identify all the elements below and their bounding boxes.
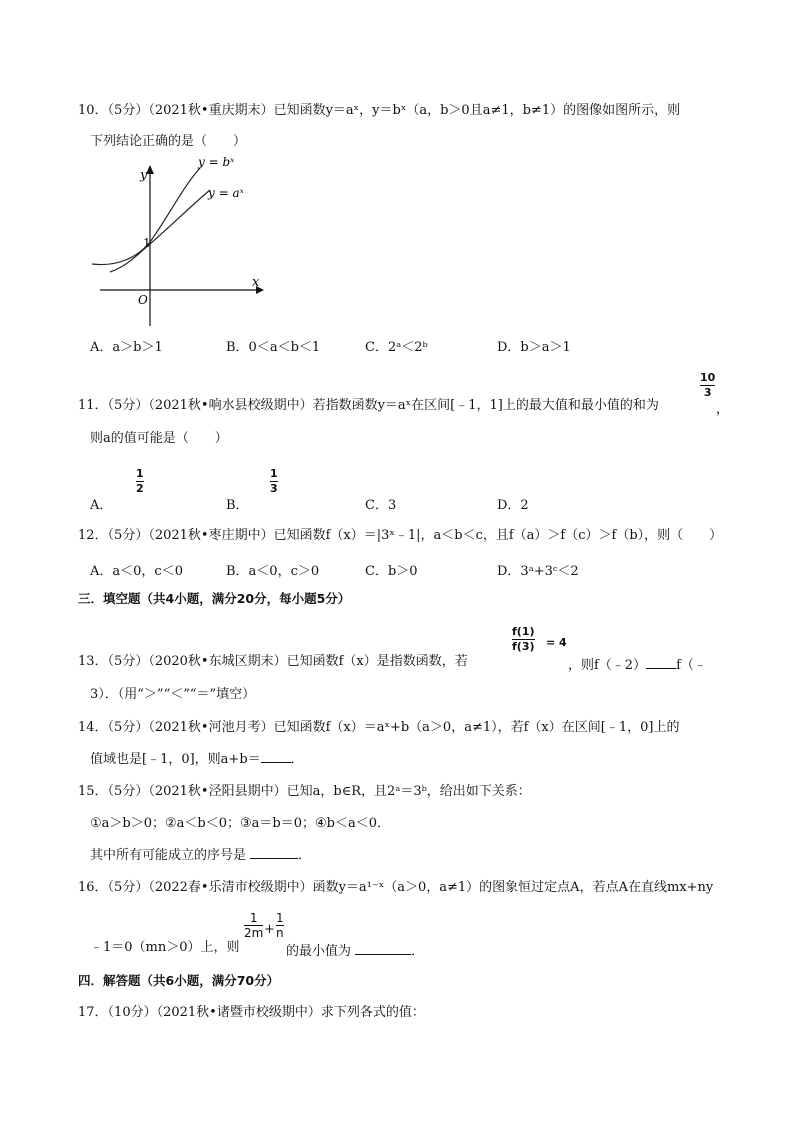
q10-option-d: D．b＞a＞1 [497, 340, 571, 355]
intercept-label: 1 [143, 236, 151, 250]
section-4-heading: 四．解答题（共6小题，满分70分） [78, 973, 280, 988]
q10-option-a: A．a＞b＞1 [90, 340, 163, 355]
q13-fraction: f(1) f(3) [512, 625, 535, 653]
q11-option-b-fraction: 1 3 [270, 467, 278, 495]
q10-option-b: B．0＜a＜b＜1 [226, 340, 321, 355]
axis-x-label: x [252, 275, 260, 290]
q12-option-d: D．3ᵃ+3ᶜ＜2 [497, 564, 579, 579]
axis-y-label: y [140, 168, 148, 183]
q14-answer-blank[interactable] [261, 762, 291, 763]
label-y-ax: y = aˣ [208, 186, 244, 200]
q16-stem-line2-start: ﹣1＝0（mn＞0）上，则 [90, 940, 240, 955]
q16-fraction-1-over-2m: 1 2m [244, 911, 264, 940]
q11-option-b: B． [226, 498, 249, 513]
q16-fraction-1-over-n: 1 n [276, 911, 284, 940]
q11-option-a: A． [90, 498, 113, 513]
q11-option-c: C．3 [365, 498, 397, 513]
q11-stem-line1: 11．（5分）（2021秋•响水县校级期中）若指数函数y＝aˣ在区间[﹣1，1]上的最大值和最小值的和为 [78, 398, 659, 413]
q12-option-b: B．a＜0，c＞0 [226, 564, 320, 579]
q12-option-c: C．b＞0 [365, 564, 418, 579]
q10-graph [88, 152, 268, 332]
q14-stem-line1: 14．（5分）（2021秋•河池月考）已知函数f（x）＝aˣ+b（a＞0，a≠1），若f（x）在区间[﹣1，0]上的 [78, 720, 680, 735]
q10-stem-line2: 下列结论正确的是（ ） [90, 134, 247, 149]
label-y-bx: y = bˣ [198, 155, 235, 169]
q12-stem: 12．（5分）（2021秋•枣庄期中）已知函数f（x）＝|3ˣ﹣1|，a＜b＜c，且f（a）＞f（c）＞f（b），则（ ） [78, 528, 723, 543]
q16-stem-line2-end: 的最小值为 ． [286, 944, 425, 959]
q16-answer-blank[interactable] [355, 954, 411, 955]
q13-equals-4: = 4 [546, 636, 567, 649]
q13-stem-line1: 13．（5分）（2020秋•东城区期末）已知函数f（x）是指数函数，若 [78, 654, 468, 669]
q10-stem-line1: 10．（5分）（2021秋•重庆期末）已知函数y＝aˣ，y＝bˣ（a，b＞0且a≠1，b≠1）的图像如图所示，则 [78, 103, 681, 118]
q11-comma: ， [716, 402, 730, 417]
q15-stem-line3: 其中所有可能成立的序号是 ． [90, 848, 312, 863]
q11-option-d: D．2 [497, 498, 529, 513]
section-3-heading: 三．填空题（共4小题，满分20分，每小题5分） [78, 591, 351, 606]
q11-option-a-fraction: 1 2 [136, 467, 144, 495]
q13-stem-compare: ，则f（﹣2） f（﹣ [568, 658, 707, 673]
q15-stem-line1: 15．（5分）（2021秋•泾阳县期中）已知a，b∈R，且2ᵃ＝3ᵇ，给出如下关系： [78, 784, 531, 799]
q10-option-c: C．2ᵃ＜2ᵇ [365, 340, 428, 355]
origin-label: O [138, 293, 148, 307]
q16-plus: + [264, 922, 275, 937]
q11-stem-line2: 则a的值可能是（ ） [90, 431, 228, 446]
q15-relations: ①a＞b＞0；②a＜b＜0；③a＝b＝0；④b＜a＜0． [90, 816, 390, 831]
q17-stem: 17．（10分）（2021秋•诸暨市校级期中）求下列各式的值： [78, 1005, 425, 1020]
q13-answer-blank[interactable] [646, 668, 676, 669]
q14-stem-line2: 值域也是[﹣1，0]，则a+b＝ ． [90, 752, 304, 767]
q15-answer-blank[interactable] [250, 858, 298, 859]
q11-fraction: 10 3 [700, 371, 716, 399]
q12-option-a: A．a＜0，c＜0 [90, 564, 183, 579]
q16-stem-line1: 16．（5分）（2022春•乐清市校级期中）函数y＝a¹⁻ˣ（a＞0，a≠1）的图象恒过定点A，若点A在直线mx+ny [78, 880, 714, 895]
q13-stem-line2: 3）．（用“＞”“＜”“＝”填空） [90, 687, 256, 702]
